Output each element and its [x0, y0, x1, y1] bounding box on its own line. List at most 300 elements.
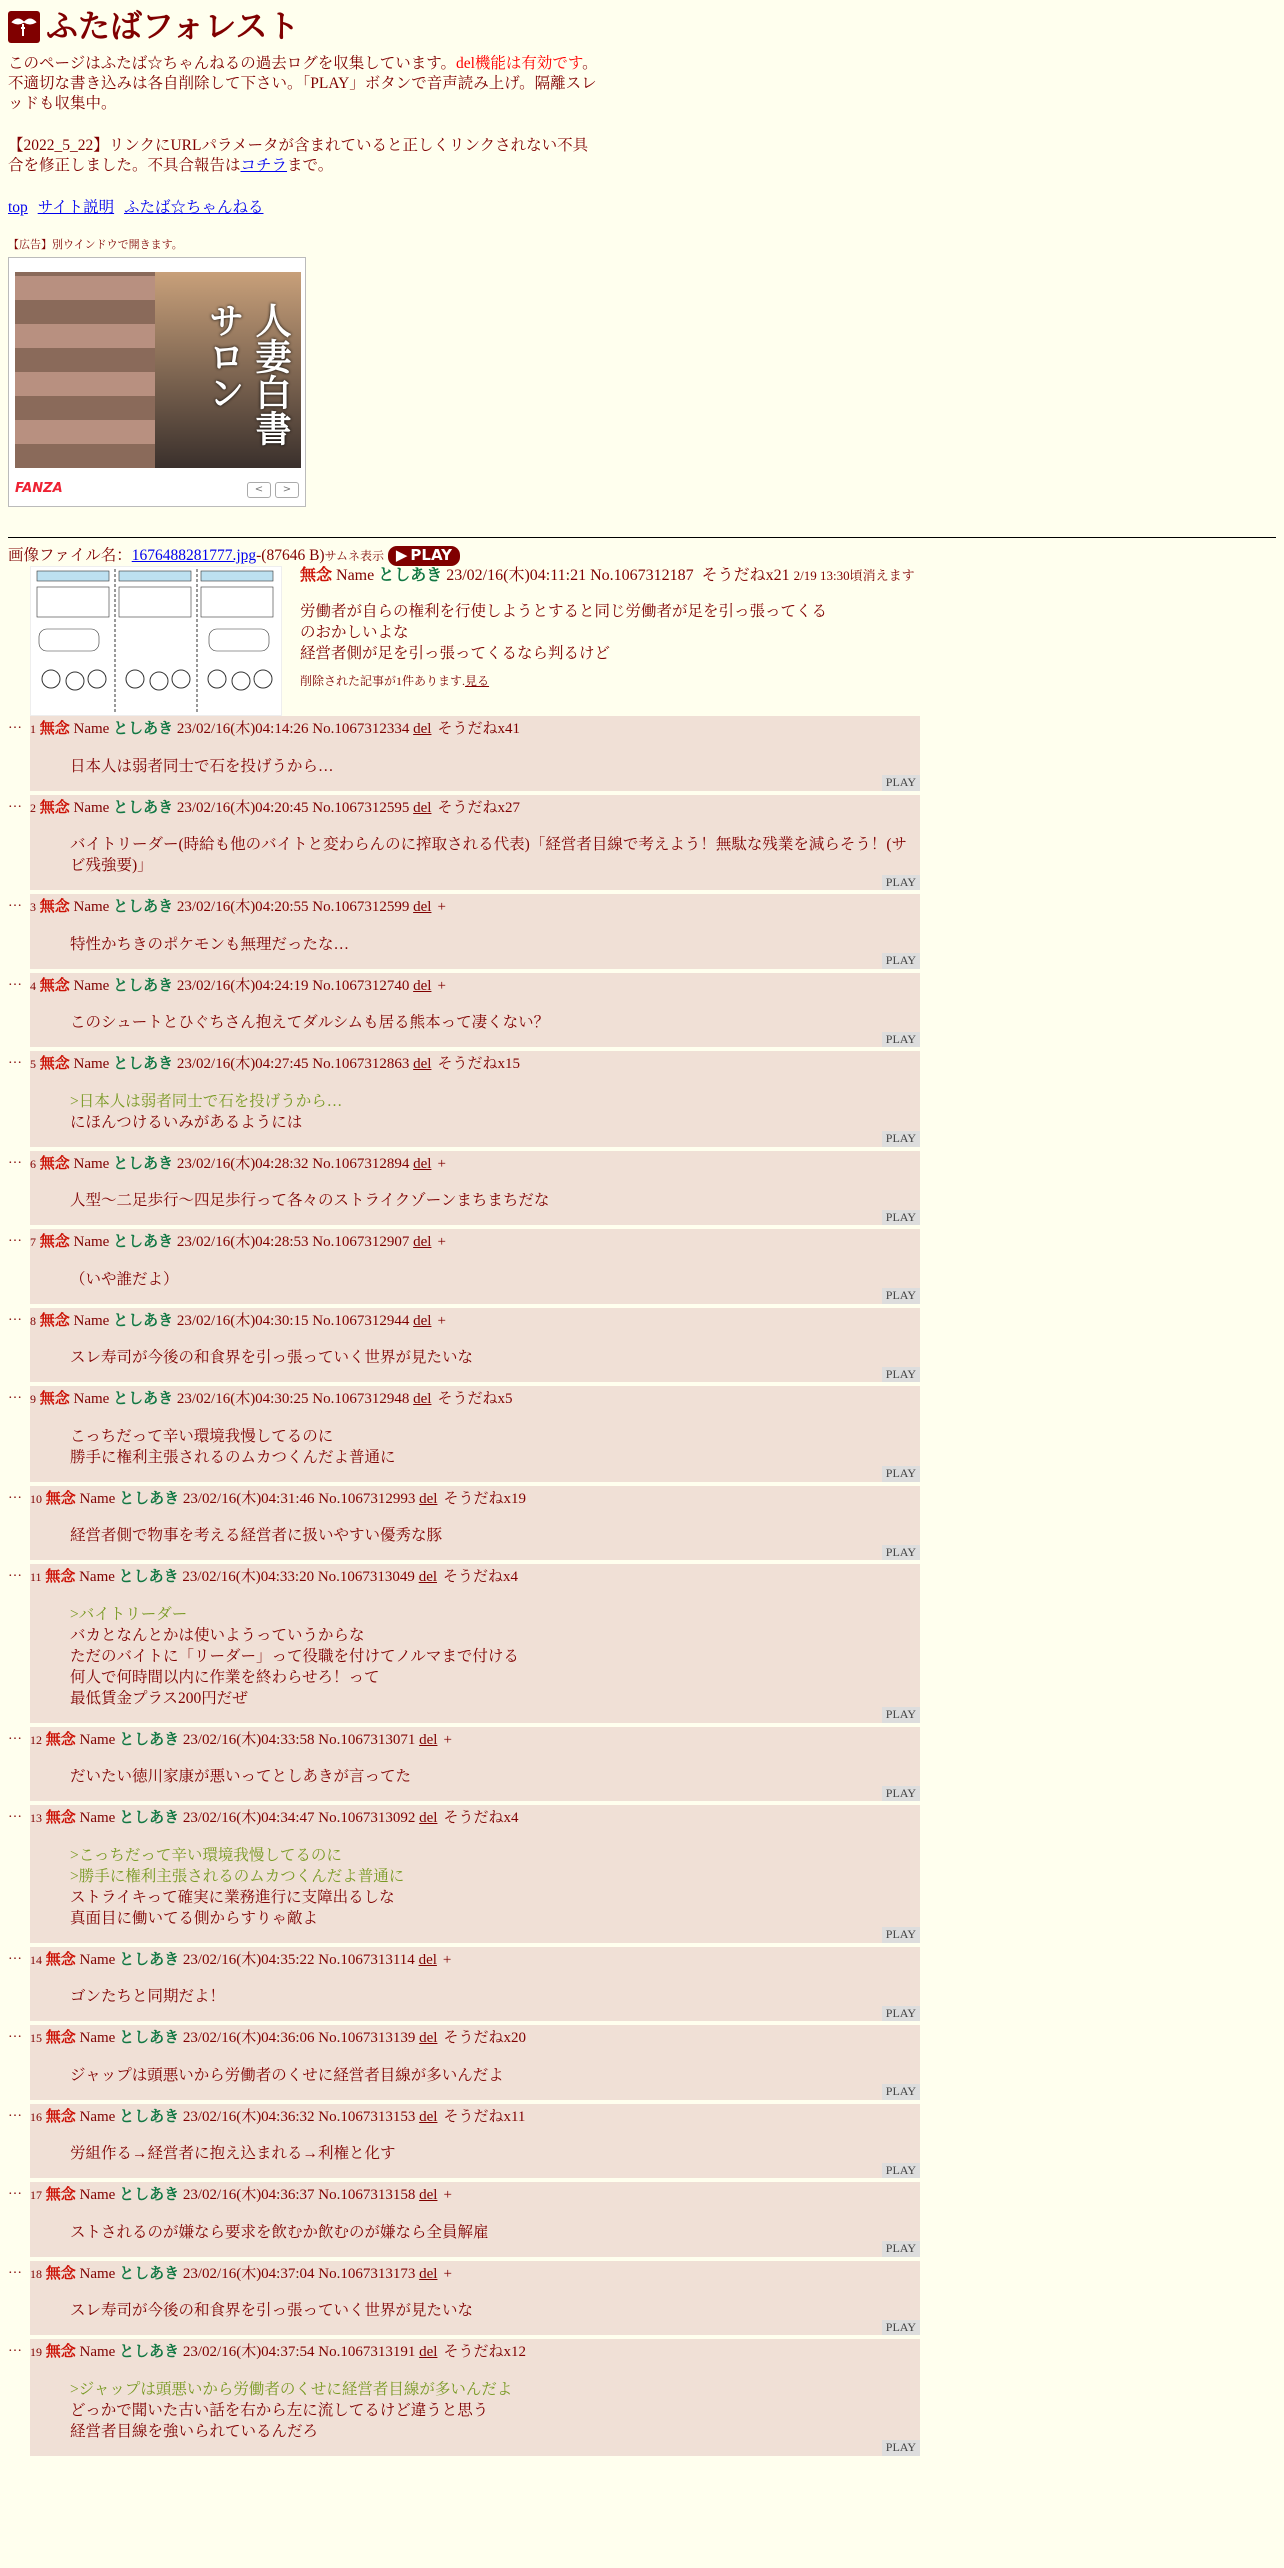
reply-dots: … — [8, 1947, 22, 1963]
reply-text — [70, 1012, 920, 1033]
reply-number: No.1067313049 — [317, 1569, 415, 1586]
reply-number: No.1067312595 — [312, 799, 410, 816]
reply-row — [8, 1308, 1276, 1383]
reply-play-button[interactable]: PLAY — [882, 1466, 920, 1482]
reply-subject: 無念 — [39, 1234, 70, 1251]
reply-header: 14 無念 Name としあき 23/02/16(木)04:35:22 No.1067313114 del + — [30, 1951, 452, 1968]
reply-post — [30, 1051, 920, 1147]
reply-text — [70, 1766, 920, 1787]
reply-index: 13 — [30, 1811, 42, 1826]
reply-index: 6 — [30, 1156, 36, 1171]
del-link[interactable]: del — [419, 1490, 438, 1507]
reply-post — [30, 1727, 920, 1802]
reply-header: 4 無念 Name としあき 23/02/16(木)04:24:19 No.1067312740 del + — [30, 977, 446, 994]
reply-subject: 無念 — [39, 1312, 70, 1329]
del-link[interactable]: del — [418, 1569, 438, 1586]
reply-text — [70, 1190, 920, 1211]
reply-number: No.1067312863 — [312, 1056, 410, 1073]
reply-text — [70, 834, 920, 876]
reply-dots: … — [8, 1230, 22, 1246]
reply-header: 6 無念 Name としあき 23/02/16(木)04:28:32 No.1067312894 del + — [30, 1155, 446, 1172]
reply-text — [70, 1347, 920, 1368]
reply-date: 23/02/16(木)04:36:32 — [182, 2108, 315, 2125]
reply-row — [8, 894, 1276, 969]
reply-name: としあき — [113, 721, 174, 738]
reply-body: バイトリーダー(時給も他のバイトと変わらんのに搾取される代表)「経営者目線で考えよう！無駄な残業を減らそう！(サビ残強要)」 — [70, 836, 907, 875]
futaba-leaf-icon — [8, 11, 40, 43]
reply-play-button[interactable]: PLAY — [882, 1927, 920, 1943]
reply-dots: … — [8, 1151, 22, 1167]
reply-index: 15 — [30, 2031, 42, 2046]
reply-play-button[interactable]: PLAY — [882, 1032, 920, 1048]
reply-quote: >日本人は弱者同士で石を投げうから… — [70, 1092, 343, 1110]
reply-name: としあき — [113, 1312, 174, 1329]
reply-header: 11 無念 Name としあき 23/02/16(木)04:33:20 No.1067313049 del そうだねx4 — [30, 1569, 519, 1586]
reply-row — [8, 795, 1276, 891]
reply-play-button[interactable]: PLAY — [882, 1707, 920, 1723]
reply-dots: … — [8, 2261, 22, 2277]
reply-text — [70, 1604, 920, 1709]
reply-date: 23/02/16(木)04:30:15 — [176, 1312, 309, 1329]
reply-date: 23/02/16(木)04:37:54 — [182, 2344, 315, 2361]
reply-play-button[interactable]: PLAY — [882, 2241, 920, 2257]
nav-futaba-link[interactable]: ふたば☆ちゃんねる — [123, 199, 264, 217]
soudane-button[interactable]: + — [437, 1312, 446, 1329]
reply-date: 23/02/16(木)04:14:26 — [176, 721, 309, 738]
reply-post — [30, 1386, 920, 1482]
del-link[interactable]: del — [418, 1951, 437, 1968]
divider — [8, 537, 1276, 538]
reply-play-button[interactable]: PLAY — [882, 775, 920, 791]
reply-play-button[interactable]: PLAY — [882, 953, 920, 969]
reply-body: 日本人は弱者同士で石を投げうから… — [70, 757, 334, 775]
reply-body: このシュートとひぐちさん抱えてダルシムも居る熊本って凄くない？ — [70, 1014, 550, 1032]
site-title-text: ふたばフォレスト — [46, 8, 300, 44]
reply-post — [30, 795, 920, 891]
reply-header: 12 無念 Name としあき 23/02/16(木)04:33:58 No.1067313071 del + — [30, 1731, 452, 1748]
reply-header: 8 無念 Name としあき 23/02/16(木)04:30:15 No.1067312944 del + — [30, 1312, 446, 1329]
reply-body: こっちだって辛い環境我慢してるのに 勝手に権利主張されるのムカつくんだよ普通に — [70, 1427, 396, 1466]
soudane-button[interactable]: + — [443, 1731, 452, 1748]
reply-body: スレ寿司が今後の和食界を引っ張っていく世界が見たいな — [70, 1349, 474, 1367]
reply-post — [30, 2025, 920, 2100]
reply-post — [30, 2182, 920, 2257]
op-soudane[interactable]: そうだねx21 — [701, 567, 790, 585]
reply-dots: … — [8, 1387, 22, 1403]
reply-subject: 無念 — [39, 899, 70, 916]
soudane-button[interactable]: そうだねx4 — [443, 1569, 519, 1586]
reply-row — [8, 1805, 1276, 1943]
op-post — [8, 566, 1276, 716]
reply-header: 7 無念 Name としあき 23/02/16(木)04:28:53 No.1067312907 del + — [30, 1234, 446, 1251]
reply-number: No.1067312993 — [318, 1490, 416, 1507]
reply-name: としあき — [113, 1234, 174, 1251]
reply-play-button[interactable]: PLAY — [882, 2084, 920, 2100]
reply-index: 18 — [30, 2266, 42, 2281]
op-file-link[interactable]: 1676488281777.jpg — [131, 546, 257, 564]
soudane-button[interactable]: + — [443, 2187, 452, 2204]
soudane-button[interactable]: そうだねx19 — [443, 1490, 526, 1507]
reply-header: 9 無念 Name としあき 23/02/16(木)04:30:25 No.1067312948 del そうだねx5 — [30, 1391, 513, 1408]
del-link[interactable]: del — [419, 2030, 438, 2047]
soudane-button[interactable]: そうだねx12 — [443, 2344, 526, 2361]
reply-subject: 無念 — [39, 1056, 70, 1073]
reply-subject: 無念 — [45, 1810, 76, 1827]
reply-header: 13 無念 Name としあき 23/02/16(木)04:34:47 No.1067313092 del そうだねx4 — [30, 1810, 519, 1827]
reply-index: 9 — [30, 1392, 36, 1407]
soudane-button[interactable]: そうだねx11 — [443, 2108, 526, 2125]
reply-header: 18 無念 Name としあき 23/02/16(木)04:37:04 No.1067313173 del + — [30, 2265, 452, 2282]
reply-name: としあき — [119, 1810, 180, 1827]
reply-subject: 無念 — [45, 2108, 76, 2125]
reply-body: ストライキって確実に業務進行に支障出るしな 真面目に働いてる側からすりゃ敵よ — [70, 1888, 395, 1927]
thumb-toggle[interactable]: サムネ表示 — [324, 548, 384, 563]
ad-next-icon[interactable]: > — [275, 482, 299, 498]
reply-date: 23/02/16(木)04:35:22 — [182, 1951, 315, 1968]
reply-subject: 無念 — [45, 2187, 76, 2204]
reply-name: としあき — [113, 977, 174, 994]
reply-subject: 無念 — [39, 977, 70, 994]
reply-header: 10 無念 Name としあき 23/02/16(木)04:31:46 No.1067312993 del そうだねx19 — [30, 1490, 526, 1507]
reply-play-button[interactable]: PLAY — [882, 1210, 920, 1226]
soudane-button[interactable]: そうだねx4 — [443, 1810, 519, 1827]
reply-dots: … — [8, 1727, 22, 1743]
reply-body: にほんつけるいみがあるようには — [70, 1113, 303, 1131]
reply-index: 5 — [30, 1057, 36, 1072]
soudane-button[interactable]: そうだねx41 — [437, 721, 520, 738]
soudane-button[interactable]: + — [443, 2265, 452, 2282]
reply-post — [30, 894, 920, 969]
reply-date: 23/02/16(木)04:20:55 — [176, 899, 309, 916]
reply-subject: 無念 — [39, 799, 70, 816]
reply-number: No.1067313114 — [318, 1951, 415, 1968]
reply-body: 労組作る→経営者に抱え込まれる→利権と化す — [70, 2145, 396, 2163]
reply-header: 5 無念 Name としあき 23/02/16(木)04:27:45 No.1067312863 del そうだねx15 — [30, 1056, 520, 1073]
reply-index: 2 — [30, 800, 36, 815]
soudane-button[interactable]: そうだねx5 — [437, 1391, 513, 1408]
reply-date: 23/02/16(木)04:37:04 — [182, 2265, 315, 2282]
reply-name: としあき — [119, 1951, 180, 1968]
reply-name: としあき — [119, 2265, 180, 2282]
site-title — [8, 6, 1276, 48]
op-text: 労働者が自らの権利を行使しようとすると同じ労働者が足を引っ張ってくる のおかしいよな 経営者側が足を引っ張ってくるなら判るけど — [300, 602, 828, 662]
reply-play-button[interactable]: PLAY — [882, 1786, 920, 1802]
reply-text — [70, 756, 920, 777]
reply-row — [8, 1947, 1276, 2022]
reply-date: 23/02/16(木)04:30:25 — [176, 1391, 309, 1408]
reply-post — [30, 1308, 920, 1383]
top-nav — [8, 198, 1276, 218]
reply-row — [8, 2182, 1276, 2257]
reply-index: 16 — [30, 2109, 42, 2124]
reply-number: No.1067312740 — [312, 977, 410, 994]
reply-number: No.1067312907 — [312, 1234, 410, 1251]
reply-body: バカとなんとかは使いようっていうからな ただのバイトに「リーダー」って役職を付けてノルマまで付ける 何人で何時間以内に作業を終わらせろ！って 最低賃金プラス200円だぜ — [70, 1626, 519, 1707]
reply-header: 2 無念 Name としあき 23/02/16(木)04:20:45 No.1067312595 del そうだねx27 — [30, 799, 520, 816]
reply-number: No.1067312334 — [312, 721, 410, 738]
reply-subject: 無念 — [45, 1569, 76, 1586]
reply-row — [8, 1564, 1276, 1723]
reply-number: No.1067313092 — [318, 1810, 416, 1827]
reply-index: 17 — [30, 2188, 42, 2203]
reply-row — [8, 1386, 1276, 1482]
reply-dots: … — [8, 1308, 22, 1324]
reply-date: 23/02/16(木)04:27:45 — [176, 1056, 309, 1073]
intro-text: このページはふたば☆ちゃんねるの過去ログを収集しています。del機能は有効です。不適切な書き込みは各自削除して下さい。「PLAY」ボタンで音声読み上げ。隔離スレッドも収集中。 — [8, 54, 598, 112]
op-file-line: 画像ファイル名：1676488281777.jpg-(87646 B)サムネ表示 ▶ PLAY — [8, 546, 1276, 566]
reply-quote: >バイトリーダー — [70, 1605, 188, 1623]
reply-index: 14 — [30, 1952, 42, 1967]
reply-list — [8, 716, 1276, 2456]
ad-banner[interactable] — [8, 257, 306, 507]
reply-row — [8, 973, 1276, 1048]
reply-dots: … — [8, 2340, 22, 2356]
reply-header: 1 無念 Name としあき 23/02/16(木)04:14:26 No.1067312334 del そうだねx41 — [30, 721, 520, 738]
del-link[interactable]: del — [419, 2344, 438, 2361]
del-link[interactable]: del — [419, 1731, 438, 1748]
update-notice: 【2022_5_22】リンクにURLパラメータが含まれていると正しくリンクされない不具合を修正しました。不具合報告はコチラまで。 — [8, 137, 589, 175]
reply-date: 23/02/16(木)04:34:47 — [182, 1810, 315, 1827]
del-link[interactable]: del — [419, 2108, 438, 2125]
reply-date: 23/02/16(木)04:33:20 — [182, 1569, 315, 1586]
reply-row — [8, 1051, 1276, 1147]
reply-dots: … — [8, 1806, 22, 1822]
deleted-view-link[interactable]: 見る — [465, 673, 490, 688]
reply-dots: … — [8, 717, 22, 733]
soudane-button[interactable]: そうだねx20 — [443, 2030, 526, 2047]
del-link[interactable]: del — [413, 799, 432, 816]
reply-number: No.1067312948 — [312, 1391, 410, 1408]
reply-post — [30, 2339, 920, 2456]
reply-index: 11 — [30, 1570, 42, 1585]
reply-play-button[interactable]: PLAY — [882, 1288, 920, 1304]
op-expire: 2/19 13:30頃消えます — [793, 568, 915, 584]
reply-post — [30, 1229, 920, 1304]
reply-subject: 無念 — [39, 721, 70, 738]
reply-name: としあき — [119, 2187, 180, 2204]
reply-name: としあき — [119, 2344, 180, 2361]
reply-date: 23/02/16(木)04:33:58 — [182, 1731, 315, 1748]
reply-header: 17 無念 Name としあき 23/02/16(木)04:36:37 No.1067313158 del + — [30, 2187, 452, 2204]
ad-image-label: 人妻白書サロン — [203, 301, 291, 446]
nav-about-link[interactable]: サイト説明 — [37, 199, 115, 217]
reply-dots: … — [8, 973, 22, 989]
soudane-button[interactable]: そうだねx27 — [437, 799, 520, 816]
ad-note: 【広告】別ウインドウで開きます。 — [8, 239, 183, 252]
reply-name: としあき — [119, 1490, 180, 1507]
del-link[interactable]: del — [413, 1056, 432, 1073]
reply-row — [8, 2339, 1276, 2456]
reply-dots: … — [8, 1565, 22, 1581]
soudane-button[interactable]: + — [437, 899, 446, 916]
reply-number: No.1067313153 — [318, 2108, 416, 2125]
reply-play-button[interactable]: PLAY — [882, 2006, 920, 2022]
reply-row — [8, 2104, 1276, 2179]
reply-text — [70, 2379, 920, 2442]
reply-row — [8, 716, 1276, 791]
reply-body: ゴンたちと同期だよ！ — [70, 1988, 226, 2006]
reply-body: スレ寿司が今後の和食界を引っ張っていく世界が見たいな — [70, 2302, 474, 2320]
reply-body: 特性かちきのポケモンも無理だったな… — [70, 935, 350, 953]
reply-play-button[interactable]: PLAY — [882, 2320, 920, 2336]
reply-header: 16 無念 Name としあき 23/02/16(木)04:36:32 No.1067313153 del そうだねx11 — [30, 2108, 526, 2125]
reply-post — [30, 716, 920, 791]
reply-subject: 無念 — [45, 2265, 76, 2282]
del-link[interactable]: del — [419, 2265, 438, 2282]
reply-name: としあき — [118, 1569, 179, 1586]
del-link[interactable]: del — [419, 1810, 438, 1827]
reply-text — [70, 1525, 920, 1546]
reply-number: No.1067312599 — [312, 899, 410, 916]
reply-text — [70, 1269, 920, 1290]
reply-number: No.1067313173 — [318, 2265, 416, 2282]
reply-name: としあき — [113, 1056, 174, 1073]
reply-subject: 無念 — [45, 1731, 76, 1748]
reply-header: 19 無念 Name としあき 23/02/16(木)04:37:54 No.1067313191 del そうだねx12 — [30, 2344, 526, 2361]
reply-text — [70, 2222, 920, 2243]
reply-subject: 無念 — [39, 1155, 70, 1172]
reply-row — [8, 1229, 1276, 1304]
del-link[interactable]: del — [413, 899, 432, 916]
reply-body: どっかで聞いた古い話を右から左に流してるけど違うと思う 経営者目線を強いられているんだろ — [70, 2401, 489, 2440]
reply-text — [70, 2300, 920, 2321]
soudane-button[interactable]: + — [437, 1234, 446, 1251]
op-number: No.1067312187 — [590, 567, 694, 585]
del-link[interactable]: del — [413, 1234, 432, 1251]
reply-text — [70, 934, 920, 955]
reply-text — [70, 1986, 920, 2007]
reply-row — [8, 2025, 1276, 2100]
reply-dots: … — [8, 795, 22, 811]
reply-index: 7 — [30, 1235, 36, 1250]
reply-text — [70, 2065, 920, 2086]
reply-subject: 無念 — [45, 2344, 76, 2361]
del-link[interactable]: del — [419, 2187, 438, 2204]
deleted-note: 削除された記事が1件あります.見る — [300, 673, 490, 688]
op-date: 23/02/16(木)04:11:21 — [446, 567, 587, 585]
reply-dots: … — [8, 2183, 22, 2199]
reply-row — [8, 1727, 1276, 1802]
reply-play-button[interactable]: PLAY — [882, 1131, 920, 1147]
del-link[interactable]: del — [413, 1391, 432, 1408]
reply-quote: >ジャップは頭悪いから労働者のくせに経営者目線が多いんだよ — [70, 2380, 513, 2398]
bug-report-link[interactable]: コチラ — [240, 157, 288, 175]
reply-date: 23/02/16(木)04:31:46 — [182, 1490, 315, 1507]
reply-number: No.1067313191 — [318, 2344, 416, 2361]
del-link[interactable]: del — [413, 1312, 432, 1329]
reply-subject: 無念 — [45, 1951, 76, 1968]
reply-post — [30, 1486, 920, 1561]
soudane-button[interactable]: そうだねx15 — [437, 1056, 520, 1073]
reply-header: 3 無念 Name としあき 23/02/16(木)04:20:55 No.1067312599 del + — [30, 899, 446, 916]
reply-row — [8, 1151, 1276, 1226]
reply-play-button[interactable]: PLAY — [882, 2440, 920, 2456]
reply-post — [30, 2104, 920, 2179]
reply-post — [30, 1947, 920, 2022]
reply-name: としあき — [119, 2108, 180, 2125]
reply-play-button[interactable]: PLAY — [882, 1545, 920, 1561]
op-thumbnail[interactable] — [30, 566, 282, 716]
del-link[interactable]: del — [413, 1155, 432, 1172]
reply-text — [70, 1426, 920, 1468]
reply-subject: 無念 — [39, 1391, 70, 1408]
soudane-button[interactable]: + — [437, 1155, 446, 1172]
reply-body: ジャップは頭悪いから労働者のくせに経営者目線が多いんだよ — [70, 2066, 504, 2084]
soudane-button[interactable]: + — [442, 1951, 452, 1968]
op-subject: 無念 — [300, 567, 333, 585]
reply-dots: … — [8, 895, 22, 911]
reply-index: 10 — [30, 1491, 42, 1506]
reply-body: だいたい徳川家康が悪いってとしあきが言ってた — [70, 1768, 412, 1786]
reply-date: 23/02/16(木)04:28:53 — [176, 1234, 309, 1251]
reply-body: （いや誰だよ） — [70, 1270, 179, 1288]
play-icon: ▶ — [395, 546, 408, 565]
reply-date: 23/02/16(木)04:24:19 — [176, 977, 309, 994]
reply-dots: … — [8, 1052, 22, 1068]
reply-body: 経営者側で物事を考える経営者に扱いやすい優秀な豚 — [70, 1527, 443, 1545]
reply-post — [30, 1564, 920, 1723]
reply-number: No.1067313139 — [318, 2030, 416, 2047]
reply-date: 23/02/16(木)04:36:37 — [182, 2187, 315, 2204]
nav-top-link[interactable]: top — [8, 199, 28, 217]
reply-play-button[interactable]: PLAY — [882, 1367, 920, 1383]
reply-index: 3 — [30, 900, 36, 915]
reply-number: No.1067313158 — [318, 2187, 416, 2204]
reply-date: 23/02/16(木)04:36:06 — [182, 2030, 315, 2047]
reply-name: としあき — [113, 899, 174, 916]
reply-subject: 無念 — [45, 1490, 76, 1507]
reply-play-button[interactable]: PLAY — [882, 2163, 920, 2179]
reply-name: としあき — [113, 1155, 174, 1172]
soudane-button[interactable]: + — [437, 977, 446, 994]
reply-post — [30, 1151, 920, 1226]
reply-number: No.1067312944 — [312, 1312, 410, 1329]
del-enabled-notice: del機能は有効です — [455, 54, 583, 72]
reply-index: 19 — [30, 2345, 42, 2360]
reply-row — [8, 1486, 1276, 1561]
reply-text — [70, 1845, 920, 1929]
del-link[interactable]: del — [413, 977, 432, 994]
reply-body: 人型〜二足歩行〜四足歩行って各々のストライクゾーンまちまちだな — [70, 1192, 550, 1210]
reply-post — [30, 973, 920, 1048]
reply-text — [70, 2143, 920, 2164]
reply-date: 23/02/16(木)04:20:45 — [176, 799, 309, 816]
reply-dots: … — [8, 2026, 22, 2042]
reply-row — [8, 2261, 1276, 2336]
reply-play-button[interactable]: PLAY — [882, 875, 920, 891]
ad-prev-icon[interactable]: < — [247, 482, 271, 498]
reply-name: としあき — [119, 2030, 180, 2047]
reply-number: No.1067312894 — [312, 1155, 410, 1172]
reply-index: 8 — [30, 1313, 36, 1328]
reply-name: としあき — [113, 799, 174, 816]
reply-quote: >こっちだって辛い環境我慢してるのに >勝手に権利主張されるのムカつくんだよ普通に — [70, 1846, 405, 1885]
reply-date: 23/02/16(木)04:28:32 — [176, 1155, 309, 1172]
del-link[interactable]: del — [413, 721, 432, 738]
reply-subject: 無念 — [45, 2030, 76, 2047]
reply-post — [30, 2261, 920, 2336]
reply-index: 12 — [30, 1732, 42, 1747]
reply-name: としあき — [119, 1731, 180, 1748]
reply-post — [30, 1805, 920, 1943]
reply-text — [70, 1091, 920, 1133]
ad-image[interactable] — [15, 272, 301, 468]
reply-name: としあき — [113, 1391, 174, 1408]
reply-body: ストされるのが嫌なら要求を飲むか飲むのが嫌なら全員解雇 — [70, 2223, 489, 2241]
op-play-button[interactable]: ▶ PLAY — [388, 546, 460, 566]
reply-index: 4 — [30, 978, 36, 993]
reply-index: 1 — [30, 722, 36, 737]
